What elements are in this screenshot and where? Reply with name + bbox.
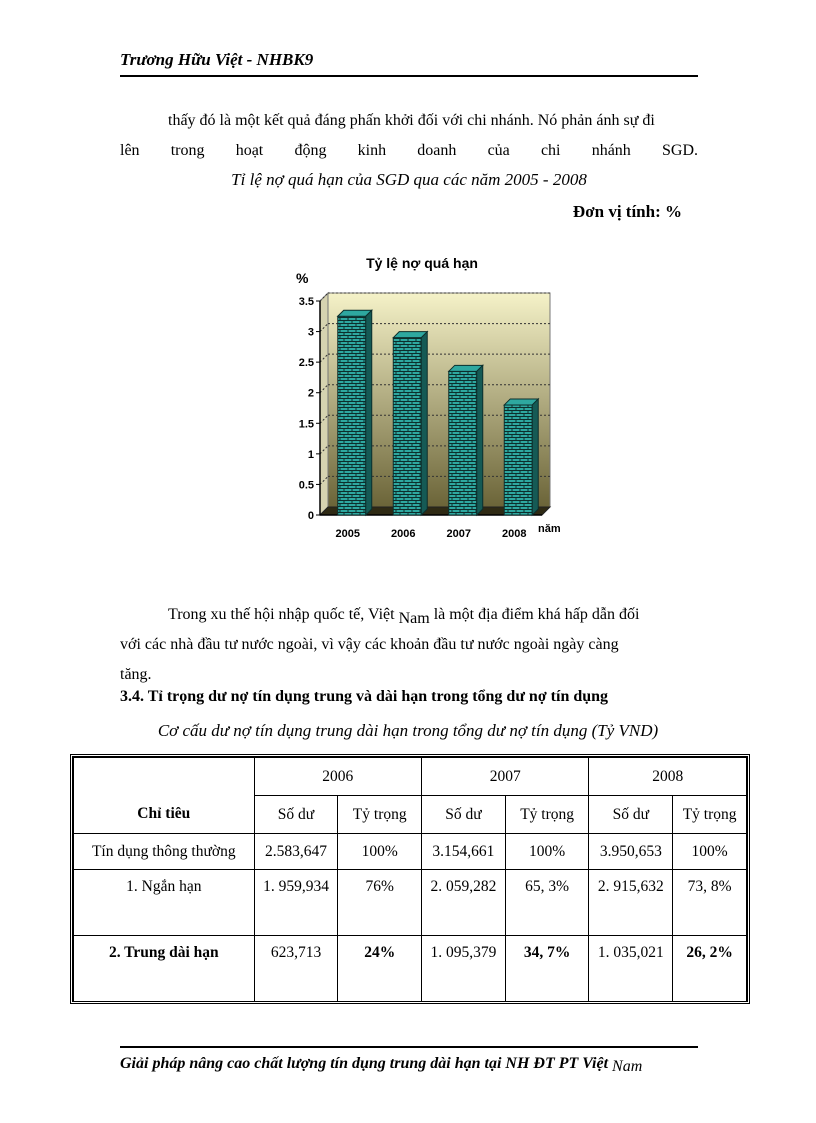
bar-side [421,332,427,515]
word: SGD. [661,142,698,159]
header-balance: Số dư [254,796,338,834]
table-cell: 24% [338,936,422,1002]
row-label: 2. Trung dài hạn [74,936,255,1002]
word: động [294,142,327,159]
text-run: Nam [398,610,430,627]
header-ratio: Tỷ trọng [505,796,589,834]
table-row [74,834,747,870]
chart [282,245,582,545]
table-row [74,870,747,936]
paragraph-line [120,600,698,630]
y-axis-label: % [296,270,309,286]
y-tick-label: 3 [307,326,314,339]
table-cell: 3.950,653 [589,834,673,870]
bar-side [532,399,538,515]
table-header-row [74,758,747,796]
x-tick-label: 2005 [335,528,360,540]
word: hoạt [235,142,264,159]
header-ratio: Tỷ trọng [673,796,747,834]
plot-side-wall [320,293,328,515]
y-tick-label: 3.5 [298,296,314,308]
chart-title: Tỷ lệ nợ quá hạn [366,255,478,271]
bar-front [504,405,532,515]
table-cell: 623,713 [254,936,338,1002]
table-cell: 100% [338,834,422,870]
word: doanh [417,142,457,159]
x-tick-label: 2008 [502,528,527,540]
header-year: 2006 [254,758,421,796]
x-tick-label: 2007 [446,528,471,540]
text-run: Trong xu thế hội nhập quốc tế, Việt [168,606,399,623]
paragraph [120,600,698,690]
row-label: Tín dụng thông thường [74,834,255,870]
word: của [487,142,510,159]
table-cell: 65, 3% [505,870,589,936]
table-cell: 1. 959,934 [254,870,338,936]
y-tick-label: 0.5 [298,479,314,492]
bar-chart-svg [282,245,582,545]
word: trong [170,142,205,159]
row-label: 1. Ngắn hạn [74,870,255,936]
bar-front [393,338,421,515]
table-cell: 26, 2% [673,936,747,1002]
table-cell: 2. 059,282 [421,870,505,936]
table-cell: 2.583,647 [254,834,338,870]
table-cell: 76% [338,870,422,936]
word: kinh [357,142,387,159]
y-tick-label: 2 [307,387,314,400]
table-row [74,936,747,1002]
bar [449,365,483,515]
table-cell: 2. 915,632 [589,870,673,936]
table-cell: 3.154,661 [421,834,505,870]
chart-caption: Tỉ lệ nợ quá hạn của SGD qua các năm 2005 - 2008 [231,170,587,189]
header-balance: Số dư [589,796,673,834]
y-tick-label: 0 [307,510,314,522]
table-cell: 1. 035,021 [589,936,673,1002]
x-axis-label: năm [538,523,561,535]
y-tick-label: 1 [307,448,314,461]
paragraph-justified-line [120,136,698,166]
bar [393,332,427,515]
header-year: 2008 [589,758,747,796]
table-caption: Cơ cấu dư nợ tín dụng trung dài hạn trong tổng dư nợ tín dụng (Tỷ VND) [157,721,659,740]
header-divider [120,75,698,77]
bar-side [477,365,483,515]
paragraph-line: với các nhà đầu tư nước ngoài, vì vậy các khoản đầu tư nước ngoài ngày càng [120,636,619,653]
x-tick-label: 2006 [391,528,416,540]
table-cell: 100% [505,834,589,870]
table-cell: 73, 8% [673,870,747,936]
word: chi [540,142,561,159]
text-run: Nam [612,1058,643,1075]
y-tick-label: 1.5 [298,418,314,431]
data-table [73,757,747,1002]
word: lên [120,142,140,159]
bar-front [338,316,366,515]
table-cell: 100% [673,834,747,870]
paragraph-line: tăng. [120,666,152,683]
section-heading: 3.4. Tỉ trọng dư nợ tín dụng trung và dài hạn trong tổng dư nợ tín dụng [120,688,609,705]
y-tick-label: 2.5 [298,357,314,370]
text-run: là một địa điểm khá hấp dẫn đối [429,606,640,623]
footer-text [120,1055,642,1073]
text-run: Giải pháp nâng cao chất lượng tín dụng trung dài hạn tại NH ĐT PT Việt [120,1055,613,1072]
header-year: 2007 [421,758,588,796]
header-title: Trương Hữu Việt - NHBK9 [120,50,314,69]
bar-side [366,310,372,515]
footer-divider [120,1046,698,1048]
data-table-frame [70,754,750,1004]
header-ratio: Tỷ trọng [338,796,422,834]
table-cell: 34, 7% [505,936,589,1002]
bar [504,399,538,515]
bar [338,310,372,515]
table-cell: 1. 095,379 [421,936,505,1002]
header-indicator: Chỉ tiêu [74,758,255,834]
bar-front [449,371,477,515]
paragraph-line: thấy đó là một kết quả đáng phấn khởi đối với chi nhánh. Nó phản ánh sự đi [168,112,655,129]
header-balance: Số dư [421,796,505,834]
unit-label: Đơn vị tính: % [572,202,682,221]
word: nhánh [591,142,631,159]
